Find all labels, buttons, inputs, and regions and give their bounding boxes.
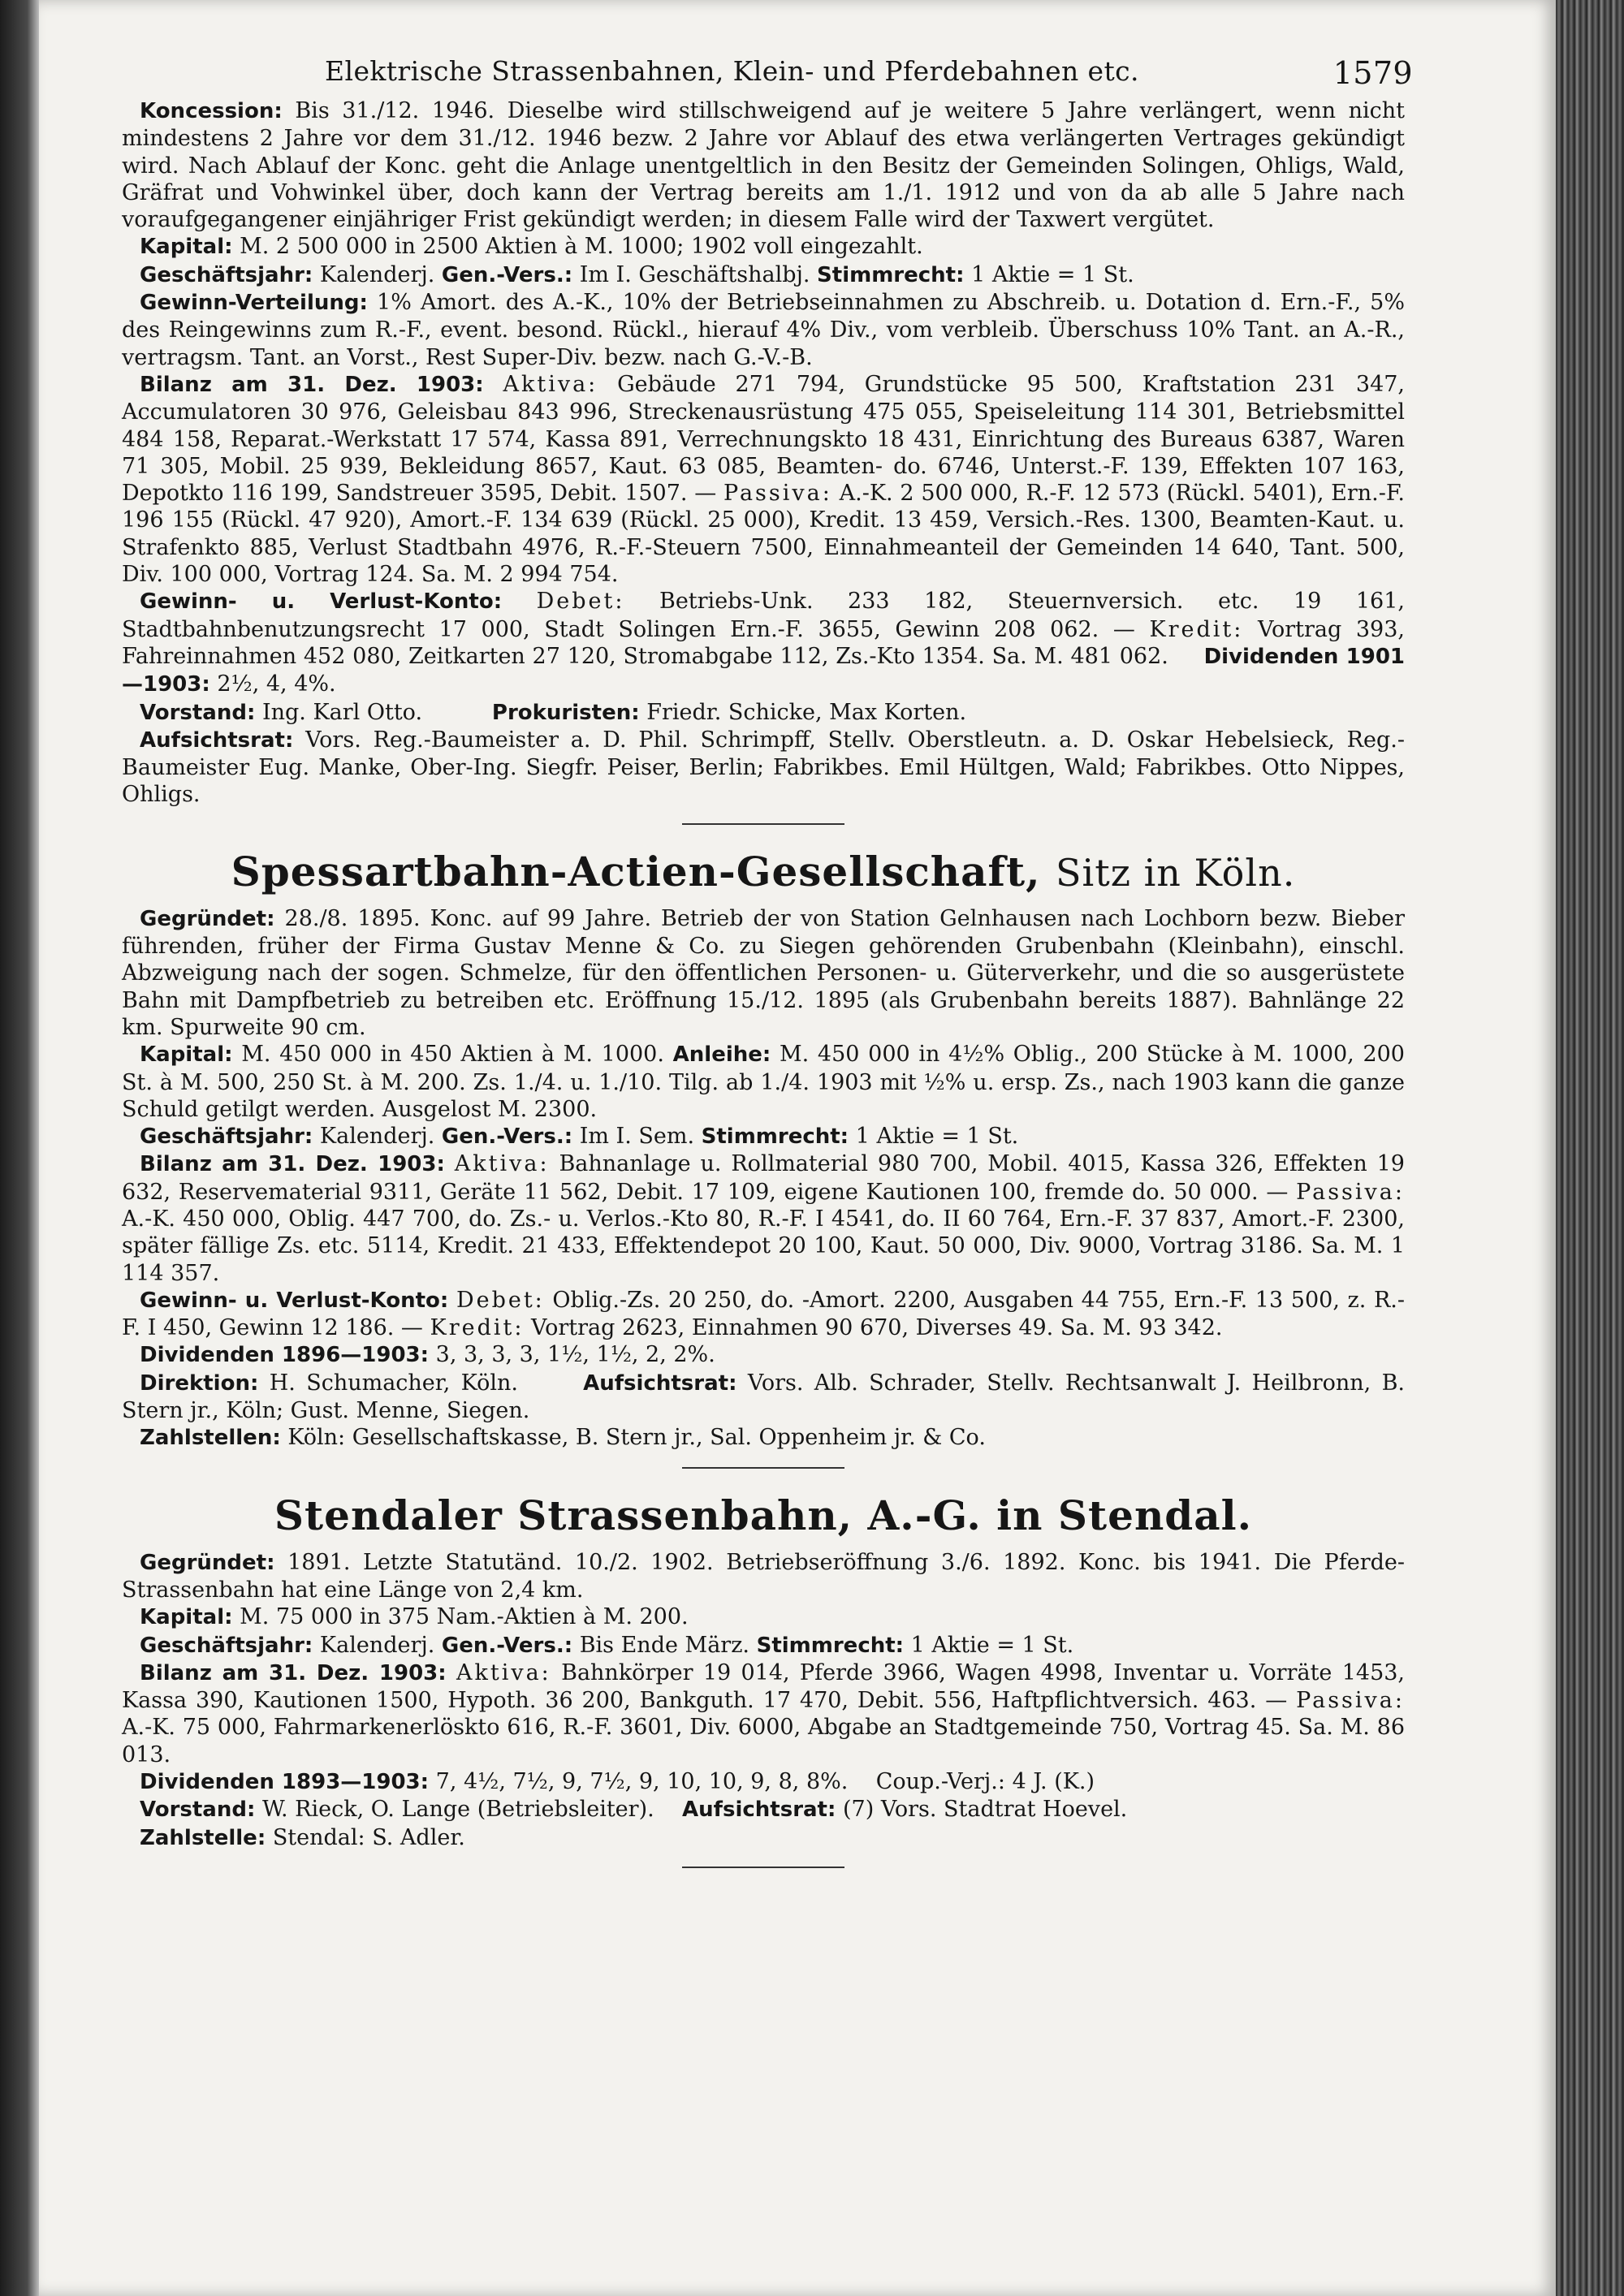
vorstand-paragraph <box>122 1796 1405 1823</box>
vorstand-label: Vorstand: <box>140 700 256 725</box>
prokuristen-label: Prokuristen: <box>491 700 640 725</box>
direktion-paragraph <box>122 1370 1405 1425</box>
zahlstelle-paragraph <box>122 1824 1405 1852</box>
stimmrecht-text: 1 Aktie = 1 St. <box>910 1632 1074 1658</box>
dividenden-text: 7, 4½, 7½, 9, 7½, 9, 10, 10, 9, 8, 8%. <box>435 1769 849 1795</box>
guv-paragraph <box>122 588 1405 698</box>
gewinnverteilung-paragraph <box>122 289 1405 371</box>
geschaeftsjahr-paragraph <box>122 1632 1405 1659</box>
aufsichtsrat-label: Aufsichtsrat: <box>583 1370 737 1396</box>
direktion-text: H. Schumacher, Köln. <box>269 1370 518 1396</box>
debet-label: Debet: <box>536 589 625 615</box>
bilanz-paragraph <box>122 1150 1405 1286</box>
gen-vers-text: Im I. Sem. <box>579 1124 695 1150</box>
aufsichtsrat-text: Vors. Reg.-Baumeister a. D. Phil. Schrimpff, Stellv. Oberstleutn. a. D. Oskar Hebelsieck, Reg.-Baumeister Eug. Manke, Ober-Ing. Siegfr. Peiser, Berlin; Fabrikbes. Emil Hültgen, Wald; Fabrikbes. Otto Nippes, Ohligs. <box>122 727 1405 808</box>
section-divider <box>682 823 844 825</box>
bilanz-paragraph <box>122 371 1405 588</box>
geschaeftsjahr-text: Kalenderj. <box>319 1124 435 1150</box>
zahlstelle-text: Stendal: S. Adler. <box>272 1824 465 1850</box>
gewinnverteilung-label: Gewinn-Verteilung: <box>140 291 368 316</box>
company-heading <box>122 848 1405 896</box>
debet-label: Debet: <box>456 1287 545 1313</box>
gegruendet-text: 28./8. 1895. Konc. auf 99 Jahre. Betrieb der von Station Gelnhausen nach Lochborn bezw. Bieber führenden, früher der Firma Gustav Menne & Co. zu Siegen gehörenden Grubenbahn (Kleinbahn), einschl. Abzweigung nach der sogen. Schmelze, für den öffentlichen Personen- u. Güterverkehr, und die so ausgerüstete Bahn mit Dampfbetrieb zu betreiben etc. Eröffnung 15./12. 1895 (als Grubenbahn bereits 1887). Bahnlänge 22 km. Spurweite 90 cm. <box>122 905 1405 1040</box>
kredit-label: Kredit: <box>1149 616 1244 642</box>
kredit-label: Kredit: <box>430 1315 525 1341</box>
vorstand-paragraph <box>122 699 1405 727</box>
passiva-label: Passiva: <box>723 481 832 507</box>
vorstand-text: W. Rieck, O. Lange (Betriebsleiter). <box>261 1797 654 1823</box>
running-head-title: Elektrische Strassenbahnen, Klein- und Pferdebahnen etc. <box>325 55 1139 87</box>
anleihe-label: Anleihe: <box>672 1042 771 1068</box>
dividenden-text: 3, 3, 3, 3, 1½, 1½, 2, 2%. <box>435 1342 715 1368</box>
kapital-text: M. 75 000 in 375 Nam.-Aktien à M. 200. <box>240 1604 689 1630</box>
scan-left-edge <box>0 0 39 2296</box>
kapital-label: Kapital: <box>140 1605 233 1630</box>
dividenden-text: 2½, 4, 4%. <box>217 671 336 697</box>
dividenden-label: Dividenden 1896—1903: <box>140 1343 430 1368</box>
passiva-label: Passiva: <box>1296 1179 1405 1205</box>
vorstand-label: Vorstand: <box>140 1798 256 1823</box>
bilanz-label: Bilanz am 31. Dez. 1903: <box>140 372 484 397</box>
kapital-text: M. 450 000 in 450 Aktien à M. 1000. <box>241 1042 664 1068</box>
entry-solingen-continuation <box>122 97 1405 809</box>
bilanz-paragraph <box>122 1659 1405 1768</box>
gegruendet-paragraph <box>122 905 1405 1041</box>
guv-paragraph <box>122 1287 1405 1342</box>
kredit-text: Vortrag 2623, Einnahmen 90 670, Diverses 49. Sa. M. 93 342. <box>531 1315 1223 1341</box>
guv-label: Gewinn- u. Verlust-Konto: <box>140 1288 449 1313</box>
kapital-text: M. 2 500 000 in 2500 Aktien à M. 1000; 1902 voll eingezahlt. <box>240 234 923 260</box>
running-head <box>122 49 1413 97</box>
gewinnverteilung-text: 1% Amort. des A.-K., 10% der Betriebseinnahmen zu Abschreib. u. Dotation d. Ern.-F., 5% des Reingewinns zum R.-F., event. besond. Rückl., hierauf 4% Div., vom verbleib. Überschuss 10% Tant. an A.-R., vertragsm. Tant. an Vorst., Rest Super-Div. bezw. nach G.-V.-B. <box>122 290 1406 370</box>
bilanz-label: Bilanz am 31. Dez. 1903: <box>140 1152 445 1177</box>
aktiva-label: Aktiva: <box>456 1659 551 1685</box>
dividenden-paragraph <box>122 1768 1405 1796</box>
book-gutter <box>1556 0 1624 2296</box>
entry-stendaler-strassenbahn <box>122 1491 1405 1852</box>
stimmrecht-text: 1 Aktie = 1 St. <box>971 261 1134 287</box>
stimmrecht-text: 1 Aktie = 1 St. <box>855 1124 1019 1150</box>
stimmrecht-label: Stimmrecht: <box>817 262 965 287</box>
company-name: Stendaler Strassenbahn, A.-G. in Stendal. <box>274 1491 1253 1539</box>
konzession-label: Koncession: <box>140 99 283 123</box>
gegruendet-label: Gegründet: <box>140 1550 275 1575</box>
company-heading <box>122 1491 1405 1539</box>
bilanz-label: Bilanz am 31. Dez. 1903: <box>140 1660 447 1685</box>
konzession-text: Bis 31./12. 1946. Dieselbe wird stillschweigend auf je weitere 5 Jahre verlängert, wenn nicht mindestens 2 Jahre vor dem 31./12. 1946 bezw. 2 Jahre vor Ablauf des etwa verlängerten Vertrages gekündigt wird. Nach Ablauf der Konc. geht die Anlage unentgeltlich in den Besitz der Gemeinden Solingen, Ohligs, Wald, Gräfrat und Vohwinkel über, doch kann der Vertrag bereits am 1./1. 1912 und von da ab alle 5 Jahre nach voraufgegangener einjähriger Frist gekündigt werden; in diesem Falle wird der Taxwert vergütet. <box>122 98 1405 233</box>
aktiva-text: Bahnkörper 19 014, Pferde 3966, Wagen 4998, Inventar u. Vorräte 1453, Kassa 390, Kautionen 1500, Hypoth. 36 200, Bankguth. 17 470, Debit. 556, Haftpflichtversich. 463. — <box>122 1659 1406 1714</box>
aktiva-label: Aktiva: <box>454 1151 550 1177</box>
geschaeftsjahr-text: Kalenderj. <box>319 261 435 287</box>
entry-spessartbahn <box>122 848 1405 1452</box>
company-seat: Sitz in Köln. <box>1056 850 1296 895</box>
dividenden-label: Dividenden 1901—1903: <box>122 644 1405 697</box>
anleihe-text: M. 450 000 in 4½% Oblig., 200 Stücke à M. 1000, 200 St. à M. 500, 250 St. à M. 200. Zs. 1./4. u. 1./10. Tilg. ab 1./4. 1903 mit ½% u. ersp. Zs., nach 1903 kann die ganze Schuld getilgt werden. Ausgelost M. 2300. <box>122 1042 1405 1122</box>
section-divider <box>682 1467 844 1469</box>
kapital-label: Kapital: <box>140 1042 233 1068</box>
prokuristen-text: Friedr. Schicke, Max Korten. <box>646 699 967 725</box>
stimmrecht-label: Stimmrecht: <box>701 1124 849 1150</box>
stimmrecht-label: Stimmrecht: <box>756 1633 905 1658</box>
kapital-paragraph <box>122 233 1405 261</box>
vorstand-text: Ing. Karl Otto. <box>261 699 423 725</box>
zahlstelle-label: Zahlstelle: <box>140 1825 266 1850</box>
gen-vers-text: Bis Ende März. <box>579 1632 750 1658</box>
debet-text: Betriebs-Unk. 233 182, Steuernversich. etc. 19 161, Stadtbahnbenutzungsrecht 17 000, Stadt Solingen Ern.-F. 3655, Gewinn 208 062. — <box>122 589 1405 642</box>
page-number: 1579 <box>1332 55 1413 91</box>
page-content <box>122 49 1413 1883</box>
zahlstellen-label: Zahlstellen: <box>140 1426 281 1451</box>
dividenden-label: Dividenden 1893—1903: <box>140 1770 430 1795</box>
zahlstellen-paragraph <box>122 1424 1405 1452</box>
geschaeftsjahr-paragraph <box>122 1123 1405 1150</box>
kredit-text: Vortrag 393, Fahreinnahmen 452 080, Zeitkarten 27 120, Stromabgabe 112, Zs.-Kto 1354. Sa. M. 481 062. <box>122 616 1405 669</box>
gen-vers-label: Gen.-Vers.: <box>441 1124 573 1150</box>
aktiva-text: Bahnanlage u. Rollmaterial 980 700, Mobil. 4015, Kassa 326, Effekten 19 632, Reservematerial 9311, Geräte 11 562, Debit. 17 109, eigene Kautionen 100, fremde do. 50 000. — <box>122 1151 1405 1205</box>
aktiva-text: Gebäude 271 794, Grundstücke 95 500, Kraftstation 231 347, Accumulatoren 30 976, Geleisbau 843 996, Streckenausrüstung 475 055, Speiseleitung 114 301, Betriebsmittel 484 158, Reparat.-Werkstatt 17 574, Kassa 891, Verrechnungskto 18 431, Einrichtung des Bureaus 6387, Waren 71 305, Mobil. 25 939, Bekleidung 8657, Kaut. 63 085, Beamten- do. 6746, Unterst.-F. 139, Effekten 107 163, Depotkto 116 199, Sandstreuer 3595, Debit. 1507. — <box>122 371 1406 507</box>
aktiva-label: Aktiva: <box>503 371 598 397</box>
coupon-verjaehrung-text: Coup.-Verj.: 4 J. (K.) <box>875 1769 1095 1795</box>
gen-vers-text: Im I. Geschäftshalbj. <box>579 261 810 287</box>
aufsichtsrat-paragraph <box>122 727 1405 809</box>
konzession-paragraph <box>122 97 1405 233</box>
zahlstellen-text: Köln: Gesellschaftskasse, B. Stern jr., Sal. Oppenheim jr. & Co. <box>287 1425 986 1451</box>
geschaeftsjahr-label: Geschäftsjahr: <box>140 1633 313 1658</box>
geschaeftsjahr-paragraph <box>122 261 1405 289</box>
gen-vers-label: Gen.-Vers.: <box>441 1633 573 1658</box>
gegruendet-paragraph <box>122 1549 1405 1604</box>
passiva-text: A.-K. 75 000, Fahrmarkenerlöskto 616, R.-F. 3601, Div. 6000, Abgabe an Stadtgemeinde 750, Vortrag 45. Sa. M. 86 013. <box>122 1715 1405 1767</box>
aufsichtsrat-label: Aufsichtsrat: <box>682 1798 836 1823</box>
kapital-paragraph <box>122 1603 1405 1631</box>
aufsichtsrat-label: Aufsichtsrat: <box>140 727 294 753</box>
gegruendet-label: Gegründet: <box>140 906 275 931</box>
passiva-text: A.-K. 2 500 000, R.-F. 12 573 (Rückl. 5401), Ern.-F. 196 155 (Rückl. 47 920), Amort.-F. 134 639 (Rückl. 25 000), Kredit. 13 459, Versich.-Res. 1300, Beamten-Kaut. u. Strafenkto 885, Verlust Stadtbahn 4976, R.-F.-Steuern 7500, Einnahmeanteil der Gemeinden 14 640, Tant. 500, Div. 100 000, Vortrag 124. Sa. M. 2 994 754. <box>122 481 1405 588</box>
kapital-paragraph <box>122 1041 1405 1123</box>
geschaeftsjahr-label: Geschäftsjahr: <box>140 262 313 287</box>
aufsichtsrat-text: (7) Vors. Stadtrat Hoevel. <box>842 1797 1128 1823</box>
gegruendet-text: 1891. Letzte Statutänd. 10./2. 1902. Betriebseröffnung 3./6. 1892. Konc. bis 1941. Die Pferde-Strassenbahn hat eine Länge von 2,4 km. <box>122 1549 1405 1603</box>
guv-label: Gewinn- u. Verlust-Konto: <box>140 589 503 615</box>
kapital-label: Kapital: <box>140 235 233 260</box>
geschaeftsjahr-label: Geschäftsjahr: <box>140 1124 313 1150</box>
company-name: Spessartbahn-Actien-Gesellschaft, <box>231 847 1041 896</box>
aufsichtsrat-text: Vors. Alb. Schrader, Stellv. Rechtsanwalt J. Heilbronn, B. Stern jr., Köln; Gust. Menne, Siegen. <box>122 1370 1405 1424</box>
dividenden-paragraph <box>122 1341 1405 1369</box>
passiva-label: Passiva: <box>1296 1688 1405 1714</box>
gen-vers-label: Gen.-Vers.: <box>441 262 573 287</box>
passiva-text: A.-K. 450 000, Oblig. 447 700, do. Zs.- u. Verlos.-Kto 80, R.-F. I 4541, do. II 60 764, Ern.-F. 37 837, Amort.-F. 2300, später fällige Zs. etc. 5114, Kredit. 21 433, Effektendepot 20 100, Kaut. 50 000, Div. 9000, Vortrag 3186. Sa. M. 1 114 357. <box>122 1206 1405 1286</box>
direktion-label: Direktion: <box>140 1370 259 1396</box>
geschaeftsjahr-text: Kalenderj. <box>319 1632 435 1658</box>
debet-text: Oblig.-Zs. 20 250, do. -Amort. 2200, Ausgaben 44 755, Ern.-F. 13 500, z. R.-F. I 450, Gewinn 12 186. — <box>122 1287 1405 1341</box>
section-divider <box>682 1867 844 1868</box>
